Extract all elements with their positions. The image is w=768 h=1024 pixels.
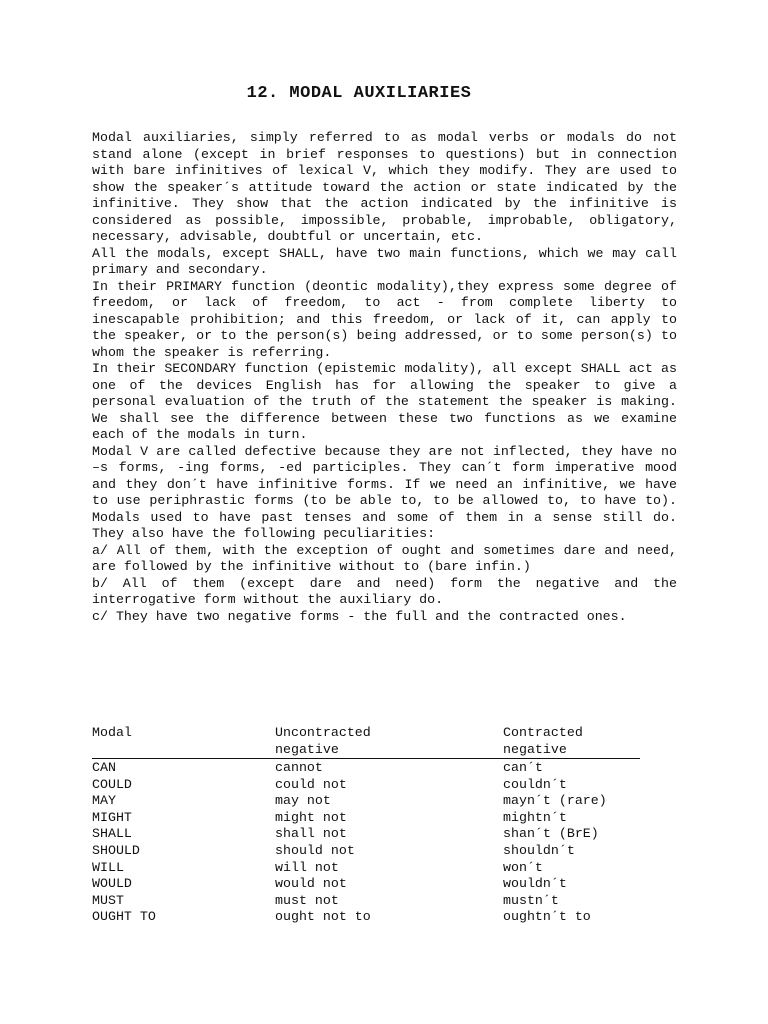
paragraph-primary: In their PRIMARY function (deontic modality),they express some degree of freedom, or lack of freedom, to act - from complete liberty to inescapable prohibition; and this freedom, or lack of it, can apply to the speaker, or to the person(s) being addressed, or to some person(s) to whom the speaker is referring. — [92, 278, 677, 360]
table-row — [92, 909, 640, 926]
cell-contracted: can´t — [503, 760, 543, 775]
cell-uncontracted: might not — [275, 809, 347, 825]
cell-modal: MIGHT — [92, 809, 132, 825]
cell-modal: MAY — [92, 793, 116, 809]
header-modal: Modal — [92, 725, 132, 740]
cell-contracted: shan´t (BrE) — [503, 826, 599, 842]
cell-uncontracted: cannot — [275, 760, 323, 775]
cell-modal: MUST — [92, 892, 124, 908]
cell-contracted: wouldn´t — [503, 876, 567, 892]
cell-uncontracted: shall not — [275, 826, 347, 842]
paragraph-point-c: c/ They have two negative forms - the full and the contracted ones. — [92, 608, 627, 624]
cell-contracted: mayn´t (rare) — [503, 793, 607, 809]
cell-modal: SHOULD — [92, 842, 140, 858]
table-row — [92, 893, 640, 910]
cell-modal: WOULD — [92, 876, 132, 892]
header-uncontracted: Uncontracted negative — [275, 725, 371, 757]
table-row — [92, 843, 640, 860]
table-row — [92, 760, 640, 777]
cell-uncontracted: must not — [275, 892, 339, 908]
cell-uncontracted: may not — [275, 793, 331, 809]
paragraph-point-b: b/ All of them (except dare and need) form the negative and the interrogative form without the auxiliary do. — [92, 575, 677, 607]
table-row — [92, 876, 640, 893]
cell-uncontracted: would not — [275, 876, 347, 892]
paragraph-defective: Modal V are called defective because they are not inflected, they have no –s forms, -ing forms, -ed participles. They can´t form imperative mood and they don´t have infinitive forms. If we need an infinitive, we have to use periphrastic forms (to be able to, to be allowed to, to have to). Modals used to have past tenses and some of them in a sense still do. They also have the following peculiarities: — [92, 443, 677, 541]
cell-contracted: mightn´t — [503, 809, 567, 825]
header-contracted: Contracted negative — [503, 725, 583, 757]
table-row — [92, 777, 640, 794]
table-row — [92, 826, 640, 843]
table-row — [92, 810, 640, 827]
cell-uncontracted: should not — [275, 842, 355, 858]
table-row — [92, 793, 640, 810]
cell-modal: COULD — [92, 776, 132, 792]
cell-contracted: shouldn´t — [503, 842, 575, 858]
cell-modal: SHALL — [92, 826, 132, 842]
cell-modal: CAN — [92, 760, 116, 775]
negative-forms-table — [92, 725, 640, 926]
document-body — [92, 130, 677, 625]
cell-contracted: oughtn´t to — [503, 909, 591, 925]
page-title: 12. MODAL AUXILIARIES — [246, 84, 472, 103]
cell-contracted: mustn´t — [503, 892, 559, 908]
paragraph-intro: Modal auxiliaries, simply referred to as modal verbs or modals do not stand alone (except in brief responses to questions) but in connection with bare infinitives of lexical V, which they modify. They are used to show the speaker´s attitude toward the action or state indicated by the infinitive. They show that the action indicated by the infinitive is considered as possible, impossible, probable, improbable, obligatory, necessary, advisable, doubtful or uncertain, etc. — [92, 130, 677, 244]
cell-modal: WILL — [92, 859, 124, 875]
cell-uncontracted: ought not to — [275, 909, 371, 925]
paragraph-functions: All the modals, except SHALL, have two main functions, which we may call primary and secondary. — [92, 245, 677, 277]
cell-modal: OUGHT TO — [92, 909, 156, 925]
cell-contracted: couldn´t — [503, 776, 567, 792]
cell-uncontracted: could not — [275, 776, 347, 792]
cell-contracted: won´t — [503, 859, 543, 875]
table-body — [92, 760, 640, 926]
table-row — [92, 860, 640, 877]
paragraph-secondary: In their SECONDARY function (epistemic modality), all except SHALL act as one of the devices English has for allowing the speaker to give a personal evaluation of the truth of the statement the speaker is making. We shall see the difference between these two functions as we examine each of the modals in turn. — [92, 361, 677, 442]
cell-uncontracted: will not — [275, 859, 339, 875]
table-header — [92, 725, 640, 759]
paragraph-point-a: a/ All of them, with the exception of ought and sometimes dare and need, are followed by the infinitive without to (bare infin.) — [92, 542, 677, 574]
